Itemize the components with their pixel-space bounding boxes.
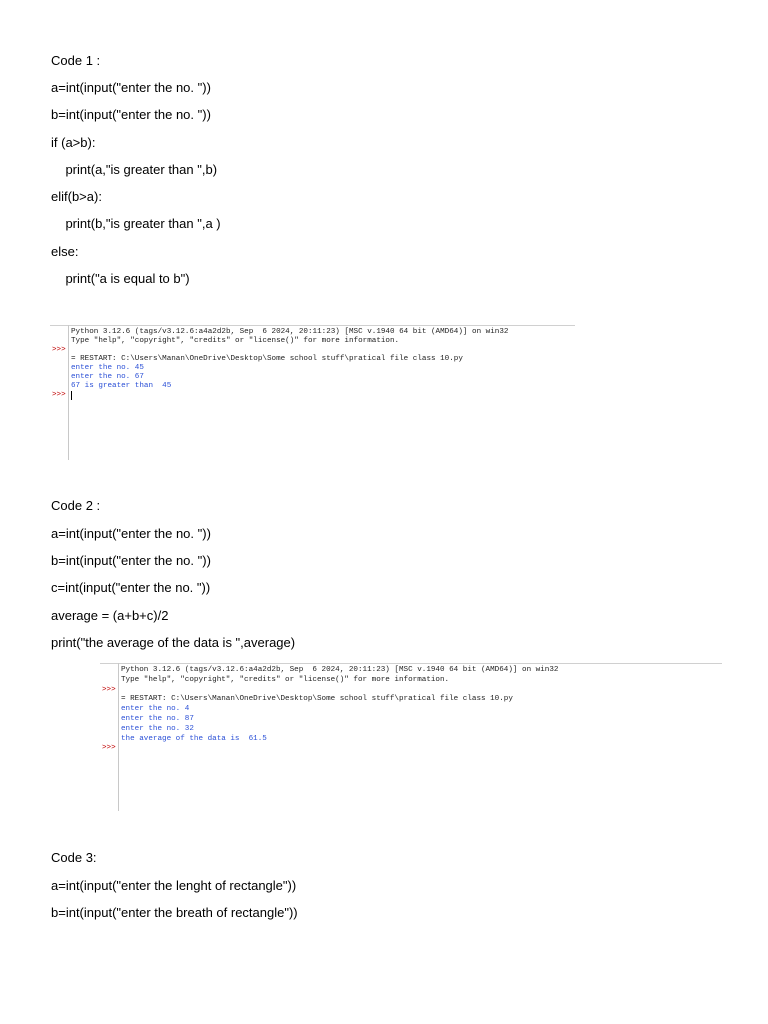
code2-line: b=int(input("enter the no. ")) [51,553,211,568]
code2-line: print("the average of the data is ",average) [51,635,296,650]
shell-io-line: enter the no. 45 [71,364,144,372]
code2-line: average = (a+b+c)/2 [51,608,169,623]
shell-header: Type "help", "copyright", "credits" or "license()" for more information. [121,676,450,684]
code1-line: b=int(input("enter the no. ")) [51,107,211,122]
shell-io-line: enter the no. 4 [121,705,190,713]
shell-divider [100,663,722,664]
shell-io-line: 67 is greater than 45 [71,382,172,390]
shell-prompt: >>> [52,391,66,399]
code1-line: print(b,"is greater than ",a ) [51,216,221,231]
code2-line: c=int(input("enter the no. ")) [51,580,211,595]
shell-io-line: enter the no. 87 [121,715,194,723]
shell-io-line: the average of the data is 61.5 [121,735,267,743]
code1-line: if (a>b): [51,135,96,150]
shell-io-line: enter the no. 32 [121,725,194,733]
code1-line: a=int(input("enter the no. ")) [51,80,211,95]
code3-line: b=int(input("enter the breath of rectangle")) [51,905,298,920]
shell-prompt: >>> [52,346,66,354]
python-shell-output-1 [50,325,575,460]
code1-line: print("a is equal to b") [51,271,190,286]
shell-divider [50,325,575,326]
shell-header: Python 3.12.6 (tags/v3.12.6:a4a2d2b, Sep 6 2024, 20:11:23) [MSC v.1940 64 bit (AMD64)] on win32 [121,666,559,674]
shell-io-line: enter the no. 67 [71,373,144,381]
code1-line: elif(b>a): [51,189,102,204]
code1-heading: Code 1 : [51,53,101,68]
shell-header: Type "help", "copyright", "credits" or "license()" for more information. [71,337,400,345]
shell-prompt: >>> [102,744,116,752]
shell-prompt: >>> [102,686,116,694]
shell-restart-line: = RESTART: C:\Users\Manan\OneDrive\Desktop\Some school stuff\pratical file class 10.py [71,355,463,363]
code3-line: a=int(input("enter the lenght of rectangle")) [51,878,297,893]
shell-header: Python 3.12.6 (tags/v3.12.6:a4a2d2b, Sep 6 2024, 20:11:23) [MSC v.1940 64 bit (AMD64)] on win32 [71,328,509,336]
python-shell-output-2 [100,663,722,811]
code1-line: else: [51,244,79,259]
code1-line: print(a,"is greater than ",b) [51,162,218,177]
text-cursor [71,391,72,400]
shell-restart-line: = RESTART: C:\Users\Manan\OneDrive\Desktop\Some school stuff\pratical file class 10.py [121,695,513,703]
code3-heading: Code 3: [51,850,97,865]
code2-heading: Code 2 : [51,498,101,513]
code2-line: a=int(input("enter the no. ")) [51,526,211,541]
